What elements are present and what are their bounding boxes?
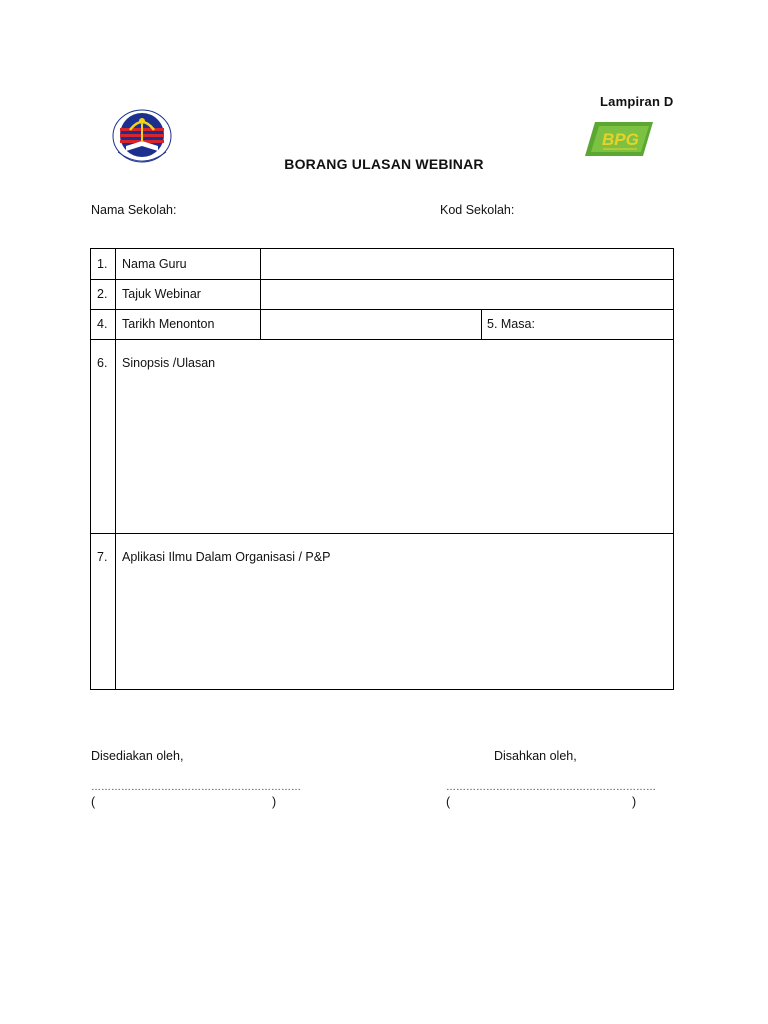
row-number: 2. (97, 287, 108, 301)
bpg-logo-text: BPG (602, 130, 639, 149)
school-code-label: Kod Sekolah: (440, 203, 515, 217)
time-label: 5. Masa: (487, 317, 535, 331)
prepared-by-signature-line: ……………………………………………………… (91, 782, 301, 793)
appendix-label: Lampiran D (600, 94, 674, 109)
review-form-table (90, 248, 674, 690)
school-name-label: Nama Sekolah: (91, 203, 177, 217)
synopsis-label: Sinopsis /Ulasan (122, 356, 216, 370)
verified-by-signature-line: ……………………………………………………… (446, 782, 656, 793)
row-number: 1. (97, 257, 108, 271)
watch-date-label: Tarikh Menonton (122, 317, 215, 331)
webinar-title-label: Tajuk Webinar (122, 287, 201, 301)
prepared-by-bracket-close: ) (272, 795, 277, 809)
form-title: BORANG ULASAN WEBINAR (284, 156, 484, 172)
verified-by-bracket-close: ) (632, 795, 637, 809)
verified-by-label: Disahkan oleh, (494, 749, 577, 763)
verified-by-bracket-open: ( (446, 795, 451, 809)
label-column-divider (260, 249, 261, 339)
time-column-divider (481, 309, 482, 339)
teacher-name-label: Nama Guru (122, 257, 187, 271)
prepared-by-bracket-open: ( (91, 795, 96, 809)
row-divider (91, 279, 673, 280)
row-divider (91, 309, 673, 310)
knowledge-application-label: Aplikasi Ilmu Dalam Organisasi / P&P (122, 550, 331, 564)
bpg-logo-icon (585, 120, 653, 158)
row-divider (91, 339, 673, 340)
row-number: 6. (97, 356, 108, 370)
row-divider (91, 533, 673, 534)
number-column-divider (115, 249, 116, 689)
row-number: 7. (97, 550, 108, 564)
prepared-by-label: Disediakan oleh, (91, 749, 184, 763)
row-number: 4. (97, 317, 108, 331)
